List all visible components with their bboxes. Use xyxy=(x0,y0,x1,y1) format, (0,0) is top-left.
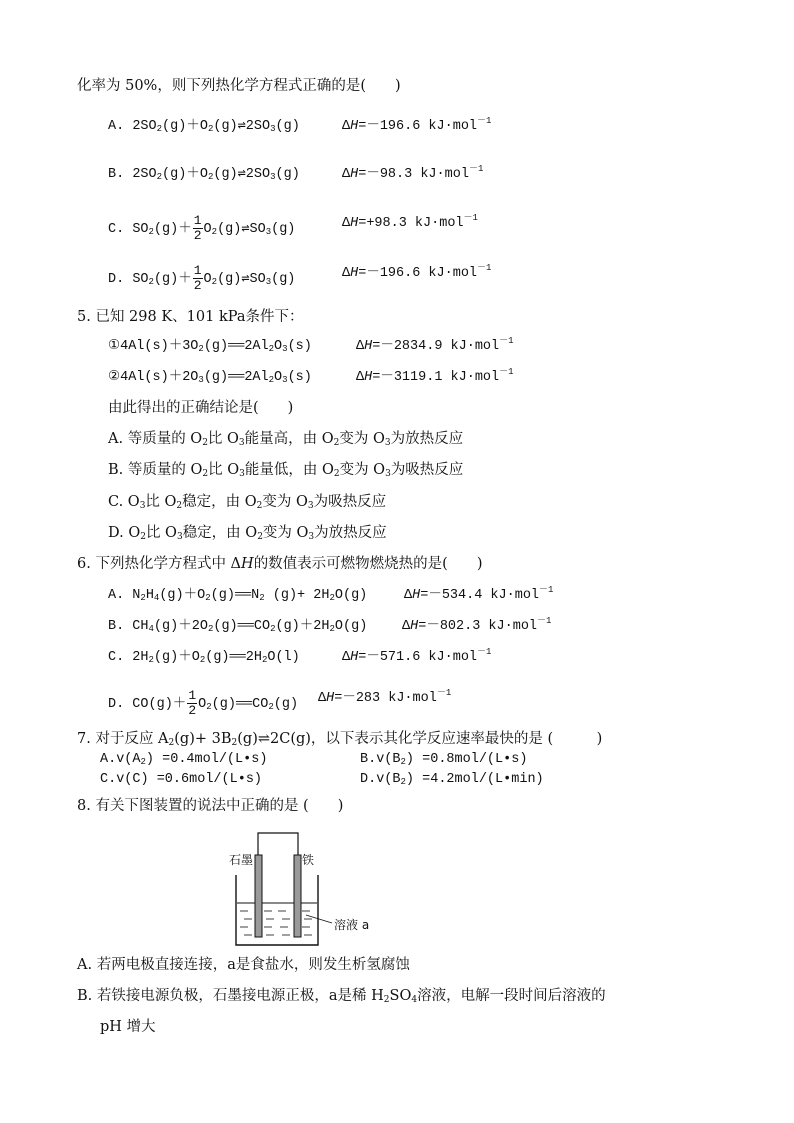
q5-reaction-1: $①4Al(s)+3O_2(g)══2Al_2O_3(s)$ xyxy=(108,339,312,354)
beaker xyxy=(236,875,318,945)
connecting-wire xyxy=(258,833,298,865)
q4-option-a: A. $2SO_2(g)+O_2(g)\rightleftharpoons 2SO_3(g)$ xyxy=(108,119,300,134)
q6-option-a: A. $N_2H_4(g)+O_2(g)══N_2$ $(g)+ 2H_2O(g)$ xyxy=(108,588,368,603)
q4-option-b: B. $2SO_2(g)+O_2(g)\rightleftharpoons 2SO_3(g)$ xyxy=(108,167,300,182)
q6-option-b: B. $CH_4(g)+2O_2(g)══CO_2(g)+2H_2O(g)$ xyxy=(108,619,368,634)
q5-reaction-1-enthalpy: ΔH=－2834.9 kJ·mol$^{-1}$ xyxy=(356,336,514,354)
q4-intro: 化率为 50%，则下列热化学方程式正确的是( ) xyxy=(77,78,401,94)
q8-stem: 8. 有关下图装置的说法中正确的是 ( ) xyxy=(77,798,344,814)
q6-option-d-enthalpy: ΔH=－283 kJ·mol$^{-1}$ xyxy=(318,688,452,706)
q7-stem: 7. 对于反应 $A_2(g)+$ $3B_2(g)\rightleftharpoons 2C(g)$，以下表示其化学反应速率最快的是 ( ) xyxy=(77,731,603,748)
q5-subquestion: 由此得出的正确结论是( ) xyxy=(108,400,294,416)
q4-option-b-enthalpy: ΔH=－98.3 kJ·mol$^{-1}$ xyxy=(342,164,484,182)
q5-reaction-2-enthalpy: ΔH=－3119.1 kJ·mol$^{-1}$ xyxy=(356,367,514,385)
solution-a-label: 溶液 a xyxy=(334,918,370,932)
q5-option-a: A. 等质量的 $O_2$比 $O_3$能量高，由 $O_2$变为 $O_3$为放热反应 xyxy=(108,431,464,448)
q6-option-b-enthalpy: ΔH=－802.3 kJ·mol$^{-1}$ xyxy=(402,616,552,634)
q7-option-b: $B.v(B_2)$ =0.8mol/(L•s) xyxy=(360,752,528,767)
iron-label: 铁 xyxy=(302,853,315,867)
iron-electrode xyxy=(294,855,301,937)
q6-option-c-enthalpy: ΔH=－571.6 kJ·mol$^{-1}$ xyxy=(342,647,492,665)
q7-option-c: C.v(C) =0.6mol/(L•s) xyxy=(100,772,263,787)
q8-option-b-line-2: pH 增大 xyxy=(100,1019,156,1035)
q4-option-c-enthalpy: ΔH=+98.3 kJ·mol$^{-1}$ xyxy=(342,213,478,231)
q7-option-d: $D.v(B_2)$ =4.2mol/(L•min) xyxy=(360,772,544,787)
q8-option-b-line-1: B. 若铁接电源负极，石墨接电源正极，a是稀 $H_2SO_4$溶液，电解一段时间后溶液的 xyxy=(77,988,606,1005)
q5-option-d: D. $O_2$比 $O_3$稳定，由 $O_2$变为 $O_3$为放热反应 xyxy=(108,525,387,542)
graphite-electrode xyxy=(255,855,262,937)
q6-stem: 6. 下列热化学方程式中 ΔH的数值表示可燃物燃烧热的是( ) xyxy=(77,556,483,572)
q4-option-a-enthalpy: ΔH=－196.6 kJ·mol$^{-1}$ xyxy=(342,116,492,134)
q6-option-c: C. $2H_2(g)+O_2(g)══2H_2O(l)$ xyxy=(108,650,300,665)
q5-option-c: C. $O_3$比 $O_2$稳定，由 $O_2$变为 $O_3$为吸热反应 xyxy=(108,494,387,511)
q7-option-a: $A.v(A_2)$ =0.4mol/(L•s) xyxy=(100,752,268,767)
q5-stem: 5. 已知 298 K、101 kPa条件下： xyxy=(77,309,304,325)
q5-option-b: B. 等质量的 $O_2$比 $O_3$能量低，由 $O_2$变为 $O_3$为吸热反应 xyxy=(108,462,464,479)
q4-option-d-enthalpy: ΔH=－196.6 kJ·mol$^{-1}$ xyxy=(342,263,492,281)
q5-reaction-2: $②4Al(s)+2O_3(g)══2Al_2O_3(s)$ xyxy=(108,370,312,385)
q6-option-a-enthalpy: ΔH=－534.4 kJ·mol$^{-1}$ xyxy=(404,585,554,603)
q6-option-d: D. CO(g)＋ $\frac{1}{2}$ $O_2(g)══CO_2(g)$ xyxy=(108,688,299,718)
q4-option-c: C. $SO_2(g)+$ $\frac{1}{2}$ $O_2(g)\rightleftharpoons SO_3(g)$ xyxy=(108,213,296,243)
graphite-label: 石墨 xyxy=(229,853,254,867)
q4-option-d: D. $SO_2(g)+$ $\frac{1}{2}$ $O_2(g)\rightleftharpoons SO_3(g)$ xyxy=(108,263,296,293)
q8-option-a: A. 若两电极直接连接，a是食盐水，则发生析氢腐蚀 xyxy=(77,957,410,973)
